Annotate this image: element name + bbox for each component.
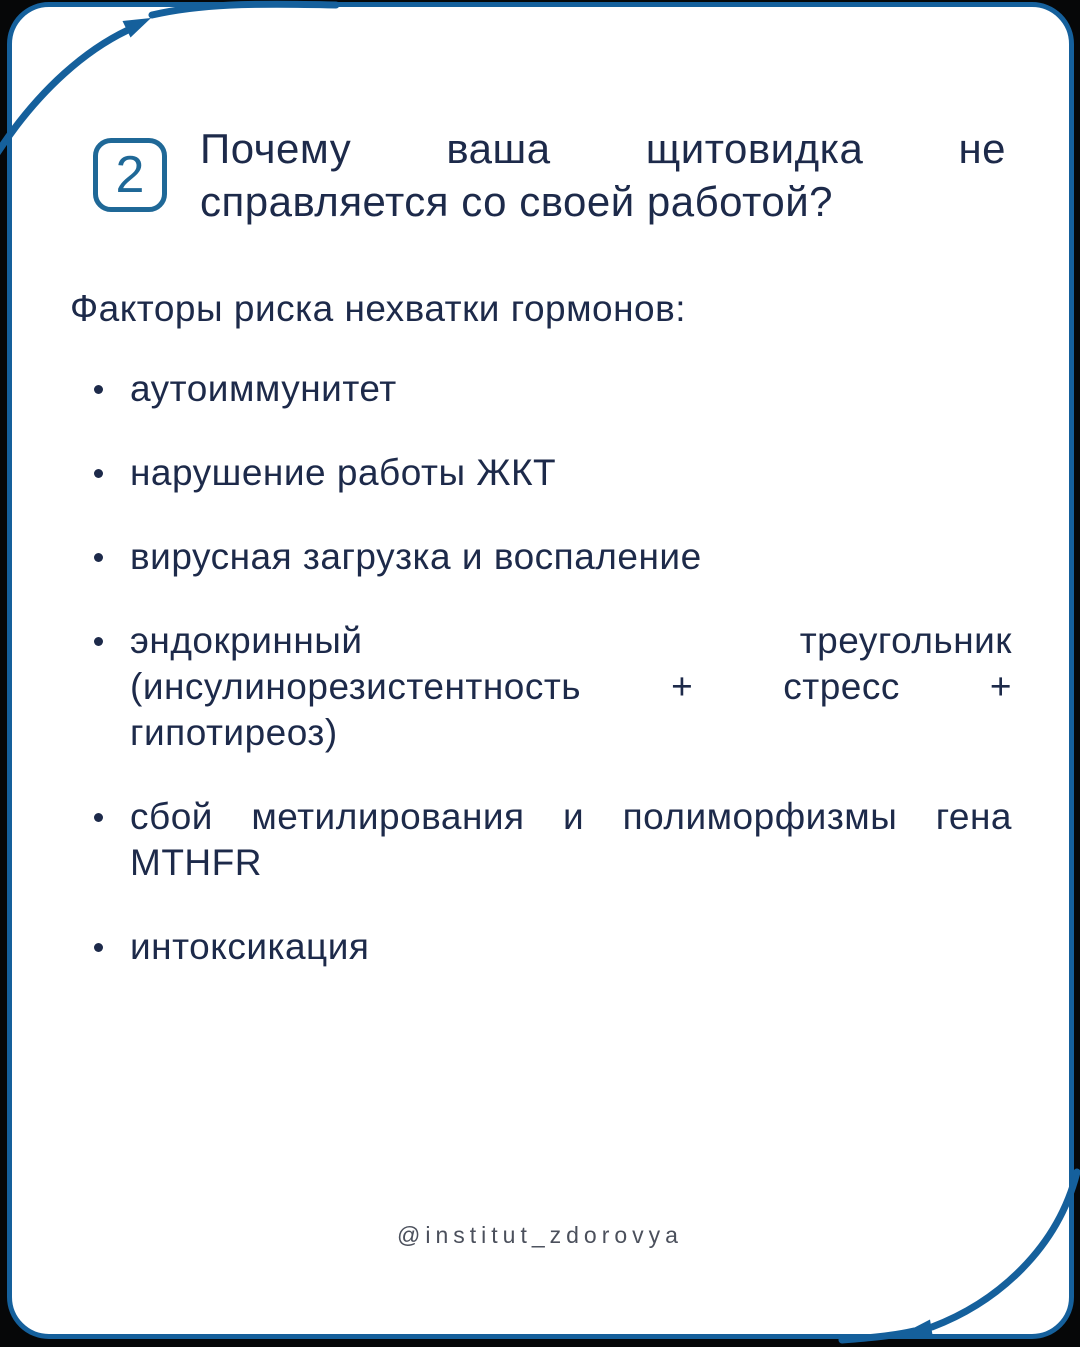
list-item	[70, 924, 1012, 970]
list-item-text	[130, 450, 1012, 496]
list-item-text	[130, 924, 1012, 970]
text-line: гипотиреоз)	[130, 712, 338, 753]
list-item	[70, 794, 1012, 886]
text-line: (инсулинорезистентность + стресс +	[130, 666, 1012, 707]
text-line: Почему ваша щитовидка не	[200, 125, 1006, 172]
list-item-text	[130, 534, 1012, 580]
risk-factors-list	[70, 366, 1012, 1008]
list-item-text	[130, 618, 1012, 756]
text-line: сбой метилирования и полиморфизмы гена	[130, 796, 1012, 837]
bullet-dot-icon	[94, 637, 103, 646]
step-number: 2	[115, 146, 145, 204]
list-item	[70, 450, 1012, 496]
list-item	[70, 534, 1012, 580]
bullet-dot-icon	[94, 469, 103, 478]
intro-text: Факторы риска нехватки гормонов:	[70, 288, 687, 329]
text-line: справляется со своей работой?	[200, 178, 834, 225]
list-item-text	[130, 366, 1012, 412]
text-line: аутоиммунитет	[130, 368, 397, 409]
text-line: нарушение работы ЖКТ	[130, 452, 557, 493]
step-number-badge	[93, 138, 167, 212]
bullet-dot-icon	[94, 813, 103, 822]
list-item	[70, 618, 1012, 756]
bullet-dot-icon	[94, 385, 103, 394]
text-line: MTHFR	[130, 842, 262, 883]
list-item-text	[130, 794, 1012, 886]
list-item	[70, 366, 1012, 412]
instagram-handle: @institut_zdorovya	[397, 1222, 683, 1248]
bullet-dot-icon	[94, 943, 103, 952]
bullet-dot-icon	[94, 553, 103, 562]
page-title	[200, 122, 1006, 228]
text-line: вирусная загрузка и воспаление	[130, 536, 702, 577]
text-line: интоксикация	[130, 926, 370, 967]
text-line: эндокринный треугольник	[130, 620, 1012, 661]
